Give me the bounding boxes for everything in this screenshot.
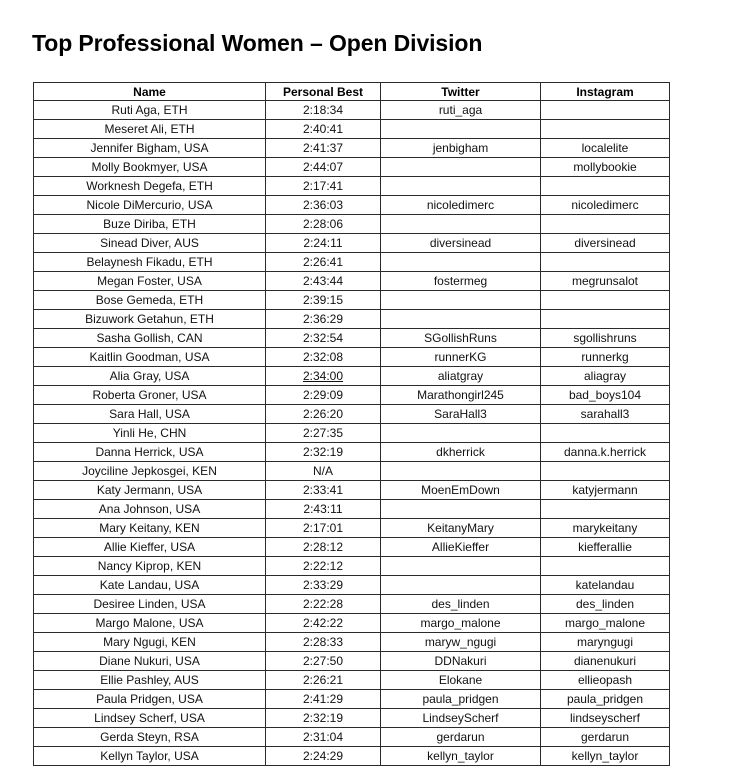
cell-instagram-handle: sarahall3 (541, 405, 670, 424)
cell-instagram-handle: kiefferallie (541, 538, 670, 557)
cell-name: Nancy Kiprop, KEN (34, 557, 266, 576)
cell-twitter-handle: gerdarun (381, 728, 541, 747)
cell-twitter-handle: jenbigham (381, 139, 541, 158)
table-row (34, 139, 670, 158)
table-row (34, 519, 670, 538)
table-row (34, 367, 670, 386)
cell-name: Sasha Gollish, CAN (34, 329, 266, 348)
table-row (34, 633, 670, 652)
cell-personal-best: 2:27:50 (266, 652, 381, 671)
cell-instagram-handle (541, 424, 670, 443)
results-table (33, 82, 670, 766)
cell-name: Joyciline Jepkosgei, KEN (34, 462, 266, 481)
table-row (34, 481, 670, 500)
cell-twitter-handle (381, 253, 541, 272)
cell-twitter-handle: margo_malone (381, 614, 541, 633)
cell-twitter-handle: ruti_aga (381, 101, 541, 120)
cell-name: Lindsey Scherf, USA (34, 709, 266, 728)
table-row (34, 728, 670, 747)
cell-personal-best: N/A (266, 462, 381, 481)
table-header-row (34, 83, 670, 101)
table-row (34, 652, 670, 671)
cell-personal-best: 2:32:19 (266, 443, 381, 462)
cell-personal-best: 2:43:11 (266, 500, 381, 519)
cell-instagram-handle: margo_malone (541, 614, 670, 633)
cell-twitter-handle (381, 500, 541, 519)
cell-name: Danna Herrick, USA (34, 443, 266, 462)
cell-twitter-handle: KeitanyMary (381, 519, 541, 538)
cell-personal-best: 2:32:08 (266, 348, 381, 367)
cell-twitter-handle: AllieKieffer (381, 538, 541, 557)
cell-twitter-handle: paula_pridgen (381, 690, 541, 709)
cell-personal-best: 2:44:07 (266, 158, 381, 177)
cell-personal-best: 2:28:12 (266, 538, 381, 557)
cell-personal-best: 2:26:41 (266, 253, 381, 272)
cell-twitter-handle: Marathongirl245 (381, 386, 541, 405)
cell-name: Meseret Ali, ETH (34, 120, 266, 139)
cell-name: Sara Hall, USA (34, 405, 266, 424)
cell-personal-best: 2:29:09 (266, 386, 381, 405)
cell-twitter-handle: aliatgray (381, 367, 541, 386)
table-row (34, 196, 670, 215)
cell-name: Ruti Aga, ETH (34, 101, 266, 120)
cell-twitter-handle (381, 215, 541, 234)
page-title: Top Professional Women – Open Division (32, 30, 483, 57)
cell-twitter-handle (381, 120, 541, 139)
cell-name: Allie Kieffer, USA (34, 538, 266, 557)
cell-instagram-handle (541, 500, 670, 519)
cell-instagram-handle: kellyn_taylor (541, 747, 670, 766)
cell-instagram-handle (541, 253, 670, 272)
cell-instagram-handle: diversinead (541, 234, 670, 253)
cell-instagram-handle: des_linden (541, 595, 670, 614)
cell-name: Ellie Pashley, AUS (34, 671, 266, 690)
table-row (34, 120, 670, 139)
cell-name: Kate Landau, USA (34, 576, 266, 595)
column-header-twitter: Twitter (381, 83, 541, 101)
cell-twitter-handle (381, 557, 541, 576)
cell-twitter-handle: Elokane (381, 671, 541, 690)
cell-personal-best: 2:36:29 (266, 310, 381, 329)
cell-personal-best: 2:24:11 (266, 234, 381, 253)
cell-personal-best: 2:26:20 (266, 405, 381, 424)
cell-instagram-handle (541, 291, 670, 310)
cell-personal-best: 2:33:41 (266, 481, 381, 500)
cell-instagram-handle: ellieopash (541, 671, 670, 690)
cell-instagram-handle: katyjermann (541, 481, 670, 500)
cell-twitter-handle: dkherrick (381, 443, 541, 462)
column-header-personal-best: Personal Best (266, 83, 381, 101)
cell-name: Diane Nukuri, USA (34, 652, 266, 671)
cell-instagram-handle (541, 215, 670, 234)
table-row (34, 690, 670, 709)
cell-twitter-handle (381, 576, 541, 595)
cell-instagram-handle: aliagray (541, 367, 670, 386)
cell-name: Belaynesh Fikadu, ETH (34, 253, 266, 272)
table-row (34, 614, 670, 633)
cell-name: Mary Keitany, KEN (34, 519, 266, 538)
cell-name: Yinli He, CHN (34, 424, 266, 443)
cell-twitter-handle: maryw_ngugi (381, 633, 541, 652)
cell-twitter-handle: LindseyScherf (381, 709, 541, 728)
cell-instagram-handle: gerdarun (541, 728, 670, 747)
table-row (34, 500, 670, 519)
cell-twitter-handle: MoenEmDown (381, 481, 541, 500)
cell-twitter-handle: diversinead (381, 234, 541, 253)
table-row (34, 291, 670, 310)
cell-personal-best: 2:27:35 (266, 424, 381, 443)
cell-name: Kellyn Taylor, USA (34, 747, 266, 766)
cell-instagram-handle: dianenukuri (541, 652, 670, 671)
table-row (34, 595, 670, 614)
cell-personal-best: 2:17:01 (266, 519, 381, 538)
cell-personal-best: 2:22:12 (266, 557, 381, 576)
cell-name: Molly Bookmyer, USA (34, 158, 266, 177)
cell-name: Nicole DiMercurio, USA (34, 196, 266, 215)
cell-twitter-handle (381, 462, 541, 481)
table-row (34, 215, 670, 234)
cell-name: Desiree Linden, USA (34, 595, 266, 614)
cell-name: Bose Gemeda, ETH (34, 291, 266, 310)
cell-instagram-handle: marykeitany (541, 519, 670, 538)
cell-name: Roberta Groner, USA (34, 386, 266, 405)
table-row (34, 557, 670, 576)
cell-twitter-handle (381, 291, 541, 310)
cell-name: Jennifer Bigham, USA (34, 139, 266, 158)
table-row (34, 272, 670, 291)
cell-twitter-handle: SaraHall3 (381, 405, 541, 424)
column-header-instagram: Instagram (541, 83, 670, 101)
cell-twitter-handle: nicoledimerc (381, 196, 541, 215)
cell-personal-best: 2:28:06 (266, 215, 381, 234)
cell-personal-best: 2:36:03 (266, 196, 381, 215)
table-row (34, 253, 670, 272)
cell-twitter-handle (381, 177, 541, 196)
table-row (34, 405, 670, 424)
cell-name: Buze Diriba, ETH (34, 215, 266, 234)
cell-instagram-handle (541, 101, 670, 120)
table-row (34, 386, 670, 405)
cell-personal-best: 2:41:37 (266, 139, 381, 158)
cell-twitter-handle (381, 158, 541, 177)
cell-instagram-handle: katelandau (541, 576, 670, 595)
cell-personal-best: 2:39:15 (266, 291, 381, 310)
table-row (34, 709, 670, 728)
cell-instagram-handle: runnerkg (541, 348, 670, 367)
cell-name: Alia Gray, USA (34, 367, 266, 386)
cell-personal-best: 2:24:29 (266, 747, 381, 766)
cell-twitter-handle (381, 424, 541, 443)
cell-name: Worknesh Degefa, ETH (34, 177, 266, 196)
cell-name: Mary Ngugi, KEN (34, 633, 266, 652)
cell-name: Kaitlin Goodman, USA (34, 348, 266, 367)
cell-name: Sinead Diver, AUS (34, 234, 266, 253)
cell-instagram-handle: localelite (541, 139, 670, 158)
cell-instagram-handle: megrunsalot (541, 272, 670, 291)
cell-personal-best: 2:33:29 (266, 576, 381, 595)
cell-instagram-handle: sgollishruns (541, 329, 670, 348)
cell-personal-best: 2:40:41 (266, 120, 381, 139)
cell-personal-best: 2:17:41 (266, 177, 381, 196)
cell-twitter-handle: DDNakuri (381, 652, 541, 671)
cell-instagram-handle: lindseyscherf (541, 709, 670, 728)
cell-instagram-handle: paula_pridgen (541, 690, 670, 709)
cell-name: Margo Malone, USA (34, 614, 266, 633)
cell-twitter-handle: des_linden (381, 595, 541, 614)
table-row (34, 671, 670, 690)
cell-personal-best: 2:43:44 (266, 272, 381, 291)
cell-instagram-handle: maryngugi (541, 633, 670, 652)
cell-personal-best: 2:26:21 (266, 671, 381, 690)
table-row (34, 101, 670, 120)
table-header (34, 83, 670, 101)
table-row (34, 177, 670, 196)
cell-personal-best: 2:31:04 (266, 728, 381, 747)
cell-instagram-handle (541, 462, 670, 481)
cell-instagram-handle: nicoledimerc (541, 196, 670, 215)
column-header-name: Name (34, 83, 266, 101)
cell-name: Paula Pridgen, USA (34, 690, 266, 709)
table-row (34, 747, 670, 766)
table-row (34, 348, 670, 367)
cell-instagram-handle (541, 120, 670, 139)
cell-instagram-handle: mollybookie (541, 158, 670, 177)
cell-name: Katy Jermann, USA (34, 481, 266, 500)
results-table-container (33, 82, 669, 766)
cell-twitter-handle: runnerKG (381, 348, 541, 367)
cell-name: Gerda Steyn, RSA (34, 728, 266, 747)
table-row (34, 462, 670, 481)
table-row (34, 576, 670, 595)
table-row (34, 424, 670, 443)
cell-personal-best: 2:18:34 (266, 101, 381, 120)
cell-personal-best: 2:22:28 (266, 595, 381, 614)
cell-instagram-handle (541, 177, 670, 196)
cell-twitter-handle (381, 310, 541, 329)
cell-twitter-handle: kellyn_taylor (381, 747, 541, 766)
cell-personal-best: 2:32:19 (266, 709, 381, 728)
cell-instagram-handle: danna.k.herrick (541, 443, 670, 462)
cell-name: Megan Foster, USA (34, 272, 266, 291)
cell-name: Bizuwork Getahun, ETH (34, 310, 266, 329)
cell-personal-best: 2:42:22 (266, 614, 381, 633)
table-row (34, 310, 670, 329)
cell-instagram-handle (541, 557, 670, 576)
cell-name: Ana Johnson, USA (34, 500, 266, 519)
table-row (34, 329, 670, 348)
cell-personal-best[interactable]: 2:34:00 (266, 367, 381, 386)
table-body (34, 101, 670, 766)
cell-personal-best: 2:41:29 (266, 690, 381, 709)
table-row (34, 234, 670, 253)
table-row (34, 443, 670, 462)
cell-personal-best: 2:28:33 (266, 633, 381, 652)
cell-instagram-handle (541, 310, 670, 329)
table-row (34, 538, 670, 557)
cell-personal-best: 2:32:54 (266, 329, 381, 348)
cell-twitter-handle: SGollishRuns (381, 329, 541, 348)
cell-twitter-handle: fostermeg (381, 272, 541, 291)
cell-instagram-handle: bad_boys104 (541, 386, 670, 405)
table-row (34, 158, 670, 177)
